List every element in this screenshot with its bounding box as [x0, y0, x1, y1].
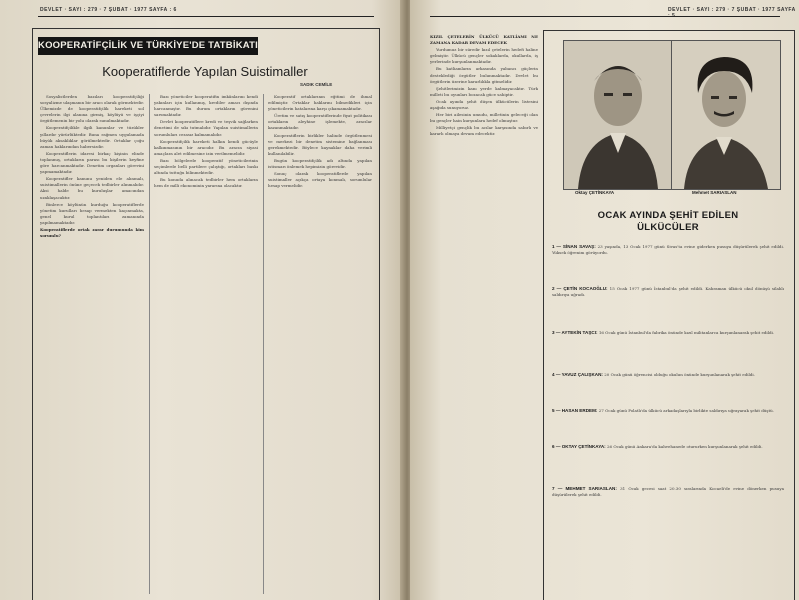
entry-text: 27 Ocak günü Polatlı'da ülkücü arkadaşlarıyla birlikte saldırıya uğrayarak şehit düştü. — [598, 408, 774, 413]
memorial-entry — [552, 330, 784, 336]
entry-text: 26 Ocak günü Ankara'da kahvehanede otururken kurşunlanarak şehit edildi. — [606, 444, 763, 449]
right-page — [410, 0, 799, 600]
column-divider — [149, 94, 150, 594]
article-column-1: Sosyalistlerden bazıları kooperatifçiliği sosyalizme ulaşmanın bir aracı olarak görmektedir. Ülkemizde de kooperatifçilik hareketi sol çevrelerin ilgi alanına girmiş, köylüyü ve işçiyi örgütlemenin bir yolu olarak sunulmaktadır. Kooperatifçilikle ilgili kanunlar ve tüzükler yıllardır yürürlüktedir. Buna rağmen uygulamada büyük aksaklıklar görülmektedir. Ortaklar çoğu zaman haklarından habersizdir. Kooperatiflerin idaresi birkaç kişinin elinde toplanmış, ortakların parası bu kişilerin keyfine göre harcanmaktadır. Denetim organları görevini yapmamaktadır. Kooperatifler kanunu yeniden ele alınmalı, suistimallerin önüne geçecek tedbirler alınmalıdır. Aksi halde bu kuruluşlar amacından uzaklaşacaktır. Binlerce köylünün kurduğu kooperatiflerde yönetim kurulları hesap vermekten kaçınmakta, genel kurul toplantıları zamanında yapılmamaktadır. Kooperatiflerde ortak zarar durumunda kim sorumlu? — [40, 94, 144, 239]
entry-text: 23 yaşında, 13 Ocak 1977 günü Sivas'ta evine giderken pusuya düşürülerek şehit edildi. Yüksek öğrenim görüyordu. — [552, 244, 784, 255]
column-divider — [263, 94, 264, 594]
entry-text: 16 Ocak günü İstanbul'da fabrika önünde kızıl militanlarca kurşunlanarak şehit edildi. — [598, 330, 775, 335]
left-page-folio: DEVLET · SAYI : 279 · 7 ŞUBAT · 1977 SAYFA : 6 — [40, 7, 177, 13]
entry-text: 31 Ocak gecesi saat 20.30 sıralarında Kocaeli'de evine dönerken pusuya düşürülerek şehit edildi. — [552, 486, 785, 497]
right-page-folio: DEVLET · SAYI : 279 · 7 ŞUBAT · 1977 SAYFA — [668, 7, 796, 13]
portrait-right-image — [672, 41, 780, 189]
article-column-2: Bazı yöneticiler kooperatifin imkânlarını kendi yakınları için kullanmış, krediler amacı dışında harcanmıştır. Bu durum ortakların güvenini sarsmaktadır. Devlet kooperatiflere kredi ve teşvik sağlarken denetimi de sıkı tutmalıdır. Yapılan suistimallerin sorumluları cezasız kalmamalıdır. Kooperatifçilik hareketi halkın kendi gücüyle kalkınmasının bir aracıdır. Bu aracın siyasi amaçlara alet edilmesine izin verilmemelidir. Bazı bölgelerde kooperatif yöneticilerinin seçimlerde belli partilere çalıştığı, ortakları baskı altında tuttuğu bilinmektedir. Bu konuda alınacak tedbirler hem ortakların hem de milli ekonominin yararına olacaktır. — [154, 94, 258, 189]
top-rule — [430, 16, 780, 17]
article-column-3: Kooperatif ortaklarının eğitimi de ihmal edilmiştir. Ortaklar haklarını bilmedikleri için yöneticilerin hatalarına karşı çıkamamaktadır. Üretim ve satış kooperatiflerinde fiyat politikası ortakların aleyhine işlemekte, aracılar kazanmaktadır. Kooperatiflerin birlikler halinde örgütlenmesi ve merkezi bir denetim sistemine bağlanması gerekmektedir. Böylece kaynaklar daha verimli kullanılabilir. Bugün kooperatifçilik adı altında yapılan istismarı önlemek hepimizin görevidir. Sonuç olarak kooperatiflerde yapılan suistimaller açıkça ortaya konmalı, sorumlular hesap vermelidir. — [268, 94, 372, 189]
memorial-entry — [552, 486, 784, 498]
entry-name: 4 — YAVUZ ÇALIŞKAN: — [552, 372, 603, 377]
entry-text: 15 Ocak 1977 günü İstanbul'da şehit edildi. Kahraman ülkücü okul dönüşü silahlı saldırıya uğradı. — [552, 286, 784, 297]
photo-caption-left: Oktay ÇETİNKAYA — [575, 190, 615, 195]
entry-text: 20 Ocak günü öğrencisi olduğu okulun önünde kurşunlanarak şehit edildi. — [604, 372, 755, 377]
article-byline: SADIK CEMİLE — [300, 82, 333, 87]
top-rule — [38, 16, 374, 17]
memorial-title — [548, 210, 788, 234]
entry-name: 5 — HASAN ERDEM: — [552, 408, 598, 413]
portrait-photo-left — [563, 40, 673, 190]
article-title: KIZIL ÇETELERİN ÜLKÜCÜ KATLİAMI NE ZAMANA KADAR DEVAM EDECEK — [430, 34, 538, 46]
photo-caption-right: Mehmet SARIASLAN — [692, 190, 737, 195]
entry-name: 1 — SİNAN SAVAŞ: — [552, 244, 596, 249]
entry-name: 2 — ÇETİN KOCAOĞLU: — [552, 286, 608, 291]
entry-name: 6 — OKTAY ÇETİNKAYA: — [552, 444, 606, 449]
memorial-entry — [552, 286, 784, 298]
article-headline: Kooperatiflerde Yapılan Suistimaller — [102, 64, 308, 79]
memorial-title-line-2: ÜLKÜCÜLER — [637, 222, 699, 233]
section-banner: KOOPERATİFÇİLİK VE TÜRKİYE'DE TATBİKATI — [38, 37, 258, 55]
memorial-entry — [552, 372, 784, 378]
memorial-entry — [552, 408, 784, 414]
right-article-column: KIZIL ÇETELERİN ÜLKÜCÜ KATLİAMI NE ZAMANA KADAR DEVAM EDECEK Yurdumuz bir süredir kızıl çetelerin hedefi haline gelmiştir. Ülkücü gençler sokaklarda, okullarda, iş yerlerinde kurşunlanmaktadır. Bu katliamların arkasında yabancı güçlerin desteklediği örgütler bulunmaktadır. Devlet bu örgütlerin üzerine kararlılıkla gitmelidir. Şehitlerimizin kanı yerde kalmayacaktır. Türk milleti bu oyunları bozacak güce sahiptir. Ocak ayında şehit düşen ülkücülerin listesini aşağıda sunuyoruz. Her biri ailesinin umudu, milletinin geleceği olan bu gençler hain kurşunlara hedef olmuştur. Milliyetçi gençlik bu acılar karşısında sabırlı ve kararlı olmaya devam edecektir. — [430, 34, 538, 137]
memorial-entry — [552, 244, 784, 256]
portrait-left-image — [564, 41, 672, 189]
portrait-photo-right — [671, 40, 781, 190]
memorial-title-line-1: OCAK AYINDA ŞEHİT EDİLEN — [597, 210, 739, 221]
memorial-entry — [552, 444, 784, 450]
entry-name: 3 — AYTEKİN TAŞCI: — [552, 330, 598, 335]
entry-name: 7 — MEHMET SARIASLAN: — [552, 486, 617, 491]
